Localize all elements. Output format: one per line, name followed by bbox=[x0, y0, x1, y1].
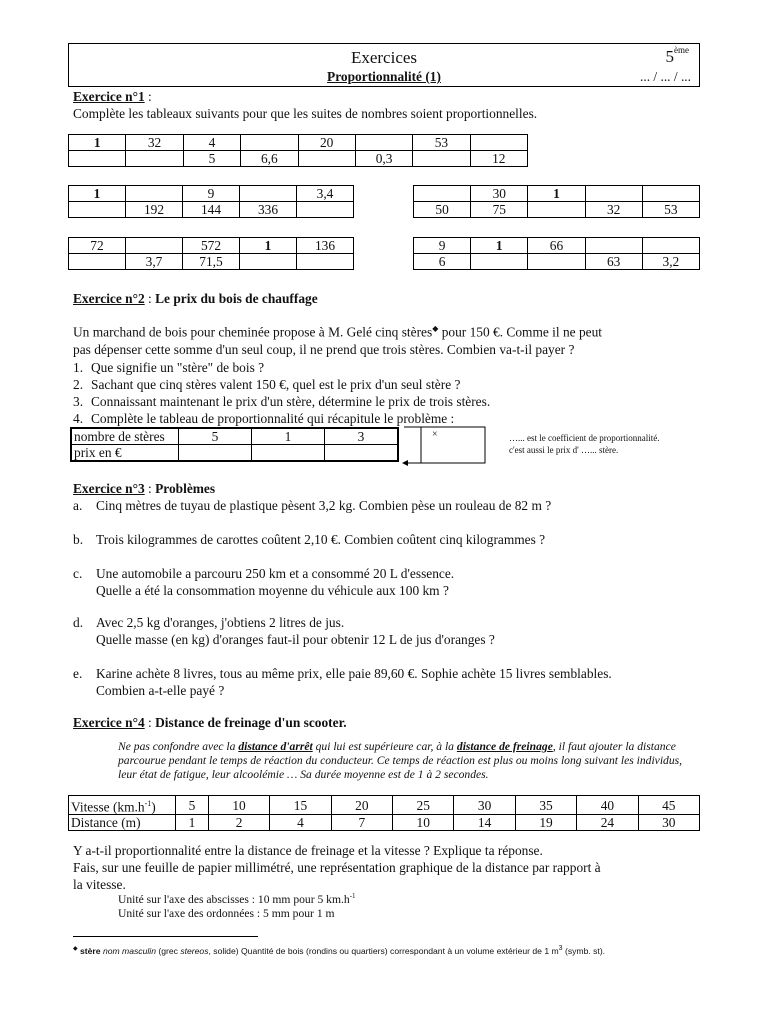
table-cell: 32 bbox=[126, 135, 183, 151]
class-level: 5ème bbox=[665, 45, 689, 66]
table-cell bbox=[355, 135, 412, 151]
distance-cell: 1 bbox=[176, 815, 209, 831]
table-cell: 1 bbox=[240, 238, 297, 254]
table-cell bbox=[585, 186, 642, 202]
distance-cell: 14 bbox=[454, 815, 515, 831]
braking-note: Ne pas confondre avec la distance d'arrêt qui lui est supérieure car, à la distance de freinage, il faut ajouter la distance parcourue pendant le temps de réaction du conducteur. Ce temps de réaction est plus ou moins long suivant les individus, leur état de fatigue, leur alcoolémie … Sa durée moyenne est de 1 à 2 secondes. bbox=[118, 740, 683, 781]
distance-cell: 24 bbox=[577, 815, 638, 831]
exercise-4-question-2: Fais, sur une feuille de papier millimétré, une représentation graphique de la distance par rapport à bbox=[73, 860, 601, 875]
table-cell bbox=[240, 186, 297, 202]
speed-cell: 30 bbox=[454, 796, 515, 815]
speed-cell: 35 bbox=[515, 796, 576, 815]
table-cell bbox=[642, 238, 699, 254]
problem-item: e. Karine achète 8 livres, tous au même prix, elle paie 89,60 €. Sophie achète 15 livres semblables. bbox=[73, 666, 612, 681]
speed-cell: 20 bbox=[331, 796, 392, 815]
table-cell: 9 bbox=[414, 238, 471, 254]
table-cell bbox=[241, 135, 298, 151]
x-axis-unit: Unité sur l'axe des abscisses : 10 mm pour 5 $km.h^{-1}$ bbox=[118, 892, 356, 906]
table-cell: 72 bbox=[69, 238, 126, 254]
exercise-1-title: Exercice n°1 : bbox=[73, 89, 152, 104]
table-cell: 20 bbox=[298, 135, 355, 151]
page-subtitle: Proportionnalité (1) bbox=[327, 69, 441, 84]
date-field: ... / ... / ... bbox=[640, 69, 691, 84]
table-cell bbox=[413, 151, 470, 167]
table-cell bbox=[69, 202, 126, 218]
distance-cell: 4 bbox=[270, 815, 331, 831]
problem-item-line-2: Quelle masse (en kg) d'oranges faut-il pour obtenir 12 L de jus d'oranges ? bbox=[96, 632, 495, 647]
speed-cell: 40 bbox=[577, 796, 638, 815]
problem-item: a. Cinq mètres de tuyau de plastique pèsent 3,2 kg. Combien pèse un rouleau de 82 m ? bbox=[73, 498, 552, 513]
table-cell: 71,5 bbox=[183, 254, 240, 270]
exercise-4-question-3: la vitesse. bbox=[73, 877, 126, 892]
distance-cell: 2 bbox=[208, 815, 269, 831]
table-cell: 3,2 bbox=[642, 254, 699, 270]
exercise-2-question: 3. Connaissant maintenant le prix d'un stère, détermine le prix de trois stères. bbox=[73, 394, 491, 409]
problem-item: d. Avec 2,5 kg d'oranges, j'obtiens 2 litres de jus. bbox=[73, 615, 345, 630]
table-cell: 0,3 bbox=[355, 151, 412, 167]
coefficient-note: …... est le coefficient de proportionnalité. c'est aussi le prix d' …... stère. bbox=[509, 433, 660, 455]
table-cell: 6,6 bbox=[241, 151, 298, 167]
exercise-2-question: 4. Complète le tableau de proportionnalité qui récapitule le problème : bbox=[73, 411, 455, 426]
footnote-divider bbox=[73, 936, 258, 937]
table-cell bbox=[126, 151, 183, 167]
page-title: Exercices bbox=[350, 48, 418, 67]
table-cell: 572 bbox=[183, 238, 240, 254]
distance-cell: 30 bbox=[638, 815, 699, 831]
table-cell bbox=[414, 186, 471, 202]
table-cell bbox=[528, 202, 585, 218]
speed-cell: 45 bbox=[638, 796, 699, 815]
table-cell: 50 bbox=[414, 202, 471, 218]
distance-row-label: Distance (m) bbox=[69, 815, 176, 831]
table-cell: 9 bbox=[183, 186, 240, 202]
stere-price-table: nombre de stères 5 1 3 prix en € bbox=[70, 427, 399, 462]
proportion-table-3 bbox=[413, 185, 700, 218]
y-axis-unit: Unité sur l'axe des ordonnées : 5 mm pour 1 m bbox=[118, 907, 335, 920]
table-cell bbox=[298, 151, 355, 167]
distance-cell: 19 bbox=[515, 815, 576, 831]
proportion-table-4 bbox=[68, 237, 354, 270]
table-cell: 144 bbox=[183, 202, 240, 218]
proportion-table-2 bbox=[68, 185, 354, 218]
table-cell: 12 bbox=[470, 151, 527, 167]
table-cell bbox=[297, 254, 354, 270]
table-cell: 1 bbox=[69, 186, 126, 202]
proportion-table-1 bbox=[68, 134, 528, 167]
table-cell bbox=[642, 186, 699, 202]
exercise-2-title: Exercice n°2 : Le prix du bois de chauffage bbox=[73, 291, 318, 306]
proportion-table-5 bbox=[413, 237, 700, 270]
table-cell: 336 bbox=[240, 202, 297, 218]
problem-item: b. Trois kilogrammes de carottes coûtent 2,10 €. Combien coûtent cinq kilogrammes ? bbox=[73, 532, 546, 547]
table-cell bbox=[126, 186, 183, 202]
table-cell: 1 bbox=[69, 135, 126, 151]
table-cell bbox=[297, 202, 354, 218]
table-cell: 6 bbox=[414, 254, 471, 270]
table-cell: 32 bbox=[585, 202, 642, 218]
table-cell: 63 bbox=[585, 254, 642, 270]
table-cell: 1 bbox=[528, 186, 585, 202]
speed-cell: 10 bbox=[208, 796, 269, 815]
multiply-sign: × bbox=[432, 429, 438, 440]
table-cell: 75 bbox=[471, 202, 528, 218]
table-cell: 53 bbox=[413, 135, 470, 151]
table-cell bbox=[585, 238, 642, 254]
footnote: ◆ stère nom masculin (grec stereos, solide) Quantité de bois (rondins ou quartiers) correspondant à un volume extérieur de 1 $m^3$ (symb. st). bbox=[73, 945, 606, 956]
exercise-3-title: Exercice n°3 : Problèmes bbox=[73, 481, 216, 496]
table-cell: 192 bbox=[126, 202, 183, 218]
exercise-2-question: 1. Que signifie un "stère" de bois ? bbox=[73, 360, 265, 375]
table-cell: 1 bbox=[471, 238, 528, 254]
header-box bbox=[68, 43, 700, 87]
table-cell bbox=[69, 151, 126, 167]
exercise-1-instruction: Complète les tableaux suivants pour que les suites de nombres soient proportionnelles. bbox=[73, 106, 538, 121]
table-cell bbox=[240, 254, 297, 270]
problem-item-line-2: Combien a-t-elle payé ? bbox=[96, 683, 225, 698]
table-cell: 66 bbox=[528, 238, 585, 254]
exercise-2-text-2: pas dépenser cette somme d'un seul coup, il ne prend que trois stères. Combien va-t-il payer ? bbox=[73, 342, 575, 357]
table-cell: 4 bbox=[183, 135, 240, 151]
table-cell: 3,4 bbox=[297, 186, 354, 202]
distance-cell: 7 bbox=[331, 815, 392, 831]
table-cell bbox=[69, 254, 126, 270]
table-cell: 5 bbox=[183, 151, 240, 167]
speed-cell: 25 bbox=[393, 796, 454, 815]
table-cell: 136 bbox=[297, 238, 354, 254]
table-cell: 53 bbox=[642, 202, 699, 218]
table-cell bbox=[470, 135, 527, 151]
coefficient-arrow bbox=[400, 425, 500, 467]
speed-distance-table bbox=[68, 795, 700, 831]
speed-cell: 5 bbox=[176, 796, 209, 815]
table-cell bbox=[528, 254, 585, 270]
table-cell bbox=[471, 254, 528, 270]
exercise-4-question-1: Y a-t-il proportionnalité entre la distance de freinage et la vitesse ? Explique ta réponse. bbox=[73, 843, 543, 858]
distance-cell: 10 bbox=[393, 815, 454, 831]
table-cell: 30 bbox=[471, 186, 528, 202]
exercise-2-question: 2. Sachant que cinq stères valent 150 €, quel est le prix d'un seul stère ? bbox=[73, 377, 461, 392]
exercise-2-text-1: Un marchand de bois pour cheminée propose à M. Gelé cinq stères◆ pour 150 €. Comme il ne peut bbox=[73, 324, 603, 340]
problem-item-line-2: Quelle a été la consommation moyenne du véhicule aux 100 km ? bbox=[96, 583, 449, 598]
speed-row-label: Vitesse $(km.h^{-1})$ bbox=[69, 796, 176, 815]
table-cell bbox=[126, 238, 183, 254]
table-cell: 3,7 bbox=[126, 254, 183, 270]
exercise-4-title: Exercice n°4 : Distance de freinage d'un scooter. bbox=[73, 715, 347, 730]
problem-item: c. Une automobile a parcouru 250 km et a consommé 20 L d'essence. bbox=[73, 566, 455, 581]
speed-cell: 15 bbox=[270, 796, 331, 815]
